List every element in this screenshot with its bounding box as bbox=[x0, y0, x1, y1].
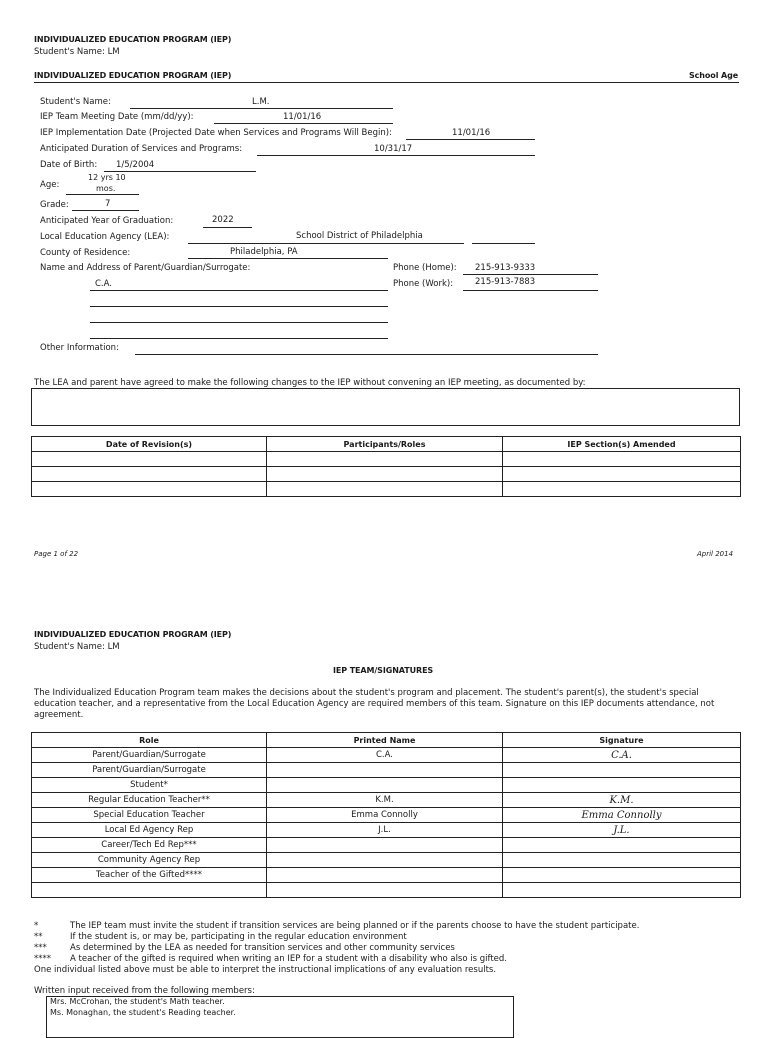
graduation-value[interactable]: 2022 bbox=[212, 215, 234, 225]
table-row bbox=[32, 808, 741, 823]
written-input-box[interactable] bbox=[46, 996, 514, 1038]
lea-line bbox=[188, 243, 464, 244]
signature-cell[interactable] bbox=[503, 778, 741, 793]
agreement-text: The LEA and parent have agreed to make the following changes to the IEP without convening an IEP meeting, as documented by: bbox=[34, 378, 586, 388]
team-intro-line-2: education teacher, and a representative from the Local Education Agency are required members of this team. Signature on this IEP documents attendance, not bbox=[34, 699, 715, 709]
impl-date-line bbox=[406, 139, 535, 140]
page1-footer-page: Page 1 of 22 bbox=[34, 550, 79, 558]
page1-header-title: INDIVIDUALIZED EDUCATION PROGRAM (IEP) bbox=[34, 35, 232, 44]
table-row bbox=[32, 793, 741, 808]
page1-footer-date: April 2014 bbox=[697, 550, 734, 558]
graduation-label: Anticipated Year of Graduation: bbox=[40, 216, 174, 226]
role-cell: Community Agency Rep bbox=[32, 853, 267, 868]
team-intro-line-3: agreement. bbox=[34, 710, 84, 720]
dob-value[interactable]: 1/5/2004 bbox=[116, 160, 155, 170]
interpret-note: One individual listed above must be able to interpret the instructional implications of any evaluation results. bbox=[34, 965, 497, 975]
student-name-line bbox=[130, 108, 393, 109]
footnote-text: If the student is, or may be, participating in the regular education environment bbox=[70, 932, 407, 942]
printed-name-header: Printed Name bbox=[267, 733, 503, 748]
team-intro-line-1: The Individualized Education Program team makes the decisions about the student's program and placement. The student's parent(s), the student's special bbox=[34, 688, 699, 698]
team-signatures-table bbox=[31, 732, 741, 898]
revision-cell[interactable] bbox=[32, 452, 267, 467]
signature-cell[interactable] bbox=[503, 763, 741, 778]
role-cell[interactable] bbox=[32, 883, 267, 898]
phone-work-value[interactable]: 215-913-7883 bbox=[475, 277, 536, 287]
page1-header-student: Student's Name: LM bbox=[34, 47, 120, 57]
parent-line-3 bbox=[90, 322, 388, 323]
table-row bbox=[32, 823, 741, 838]
grade-line bbox=[72, 210, 139, 211]
parent-value[interactable]: C.A. bbox=[95, 279, 113, 289]
table-row bbox=[32, 853, 741, 868]
page1-form-title: INDIVIDUALIZED EDUCATION PROGRAM (IEP) bbox=[34, 71, 232, 80]
age-value-months[interactable]: mos. bbox=[96, 184, 116, 193]
printed-name-cell[interactable]: J.L. bbox=[267, 823, 503, 838]
phone-home-label: Phone (Home): bbox=[393, 263, 457, 273]
footnote-text: The IEP team must invite the student if transition services are being planned or if the parents choose to have the student participate. bbox=[70, 921, 640, 931]
title-rule bbox=[34, 82, 739, 83]
signature-cell[interactable]: Emma Connolly bbox=[503, 808, 741, 823]
role-cell: Parent/Guardian/Surrogate bbox=[32, 748, 267, 763]
printed-name-cell[interactable]: K.M. bbox=[267, 793, 503, 808]
student-name-label: Student's Name: bbox=[40, 97, 111, 107]
revision-cell[interactable] bbox=[32, 467, 267, 482]
written-input-item: Ms. Monaghan, the student's Reading teacher. bbox=[50, 1007, 236, 1017]
role-cell: Teacher of the Gifted**** bbox=[32, 868, 267, 883]
graduation-line bbox=[203, 227, 252, 228]
revision-cell[interactable] bbox=[503, 467, 741, 482]
parent-line-4 bbox=[90, 338, 388, 339]
other-info-label: Other Information: bbox=[40, 343, 119, 353]
signature-cell[interactable]: K.M. bbox=[503, 793, 741, 808]
school-age-label: School Age bbox=[689, 71, 739, 80]
meeting-date-line bbox=[214, 123, 393, 124]
role-cell: Local Ed Agency Rep bbox=[32, 823, 267, 838]
footnote-text: As determined by the LEA as needed for transition services and other community services bbox=[70, 943, 455, 953]
county-label: County of Residence: bbox=[40, 248, 131, 258]
revision-cell[interactable] bbox=[267, 467, 503, 482]
footnote-text: A teacher of the gifted is required when writing an IEP for a student with a disability who also is gifted. bbox=[70, 954, 508, 964]
role-cell: Career/Tech Ed Rep*** bbox=[32, 838, 267, 853]
revision-date-header: Date of Revision(s) bbox=[32, 437, 267, 452]
age-label: Age: bbox=[40, 180, 60, 190]
printed-name-cell[interactable] bbox=[267, 763, 503, 778]
table-row bbox=[32, 883, 741, 898]
printed-name-cell[interactable] bbox=[267, 853, 503, 868]
student-name-value[interactable]: L.M. bbox=[252, 97, 270, 107]
footnote-mark: *** bbox=[34, 943, 47, 953]
grade-value[interactable]: 7 bbox=[105, 199, 111, 209]
role-cell: Student* bbox=[32, 778, 267, 793]
written-input-label: Written input received from the following members: bbox=[34, 986, 255, 996]
team-signatures-title: IEP TEAM/SIGNATURES bbox=[333, 666, 434, 675]
lea-label: Local Education Agency (LEA): bbox=[40, 232, 170, 242]
signature-cell[interactable]: J.L. bbox=[503, 823, 741, 838]
role-cell: Parent/Guardian/Surrogate bbox=[32, 763, 267, 778]
parent-line-2 bbox=[90, 306, 388, 307]
meeting-date-label: IEP Team Meeting Date (mm/dd/yy): bbox=[40, 112, 194, 122]
revision-cell[interactable] bbox=[267, 482, 503, 497]
signature-cell[interactable] bbox=[503, 853, 741, 868]
page2-header-title: INDIVIDUALIZED EDUCATION PROGRAM (IEP) bbox=[34, 630, 232, 639]
county-line bbox=[188, 258, 388, 259]
role-cell: Regular Education Teacher** bbox=[32, 793, 267, 808]
table-row bbox=[32, 778, 741, 793]
signature-cell[interactable] bbox=[503, 883, 741, 898]
lea-line-extra bbox=[472, 243, 535, 244]
signature-cell[interactable] bbox=[503, 868, 741, 883]
page2-header-student: Student's Name: LM bbox=[34, 642, 120, 652]
meeting-date-value[interactable]: 11/01/16 bbox=[283, 112, 322, 122]
agreement-box[interactable] bbox=[31, 388, 740, 426]
table-row bbox=[32, 868, 741, 883]
printed-name-cell[interactable] bbox=[267, 778, 503, 793]
other-info-line bbox=[135, 354, 598, 355]
printed-name-cell[interactable]: Emma Connolly bbox=[267, 808, 503, 823]
printed-name-cell[interactable]: C.A. bbox=[267, 748, 503, 763]
phone-home-value[interactable]: 215-913-9333 bbox=[475, 263, 536, 273]
phone-home-line bbox=[463, 274, 598, 275]
age-line bbox=[66, 194, 139, 195]
age-value-years[interactable]: 12 yrs 10 bbox=[88, 173, 126, 182]
revision-table bbox=[31, 436, 741, 497]
table-row bbox=[32, 748, 741, 763]
table-row bbox=[32, 763, 741, 778]
duration-label: Anticipated Duration of Services and Programs: bbox=[40, 144, 243, 154]
impl-date-value[interactable]: 11/01/16 bbox=[452, 128, 491, 138]
impl-date-label: IEP Implementation Date (Projected Date when Services and Programs Will Begin): bbox=[40, 128, 392, 138]
duration-line bbox=[257, 155, 535, 156]
lea-value[interactable]: School District of Philadelphia bbox=[296, 231, 423, 241]
printed-name-cell[interactable] bbox=[267, 868, 503, 883]
signature-cell[interactable] bbox=[503, 838, 741, 853]
role-cell: Special Education Teacher bbox=[32, 808, 267, 823]
revision-cell[interactable] bbox=[503, 452, 741, 467]
duration-value[interactable]: 10/31/17 bbox=[374, 144, 413, 154]
signature-cell[interactable]: C.A. bbox=[503, 748, 741, 763]
parent-label: Name and Address of Parent/Guardian/Surrogate: bbox=[40, 263, 251, 273]
dob-line bbox=[104, 171, 256, 172]
revision-cell[interactable] bbox=[503, 482, 741, 497]
written-input-item: Mrs. McCrohan, the student's Math teacher. bbox=[50, 997, 225, 1006]
printed-name-cell[interactable] bbox=[267, 838, 503, 853]
revision-cell[interactable] bbox=[32, 482, 267, 497]
county-value[interactable]: Philadelphia, PA bbox=[230, 247, 298, 257]
footnote-mark: * bbox=[34, 921, 39, 931]
role-header: Role bbox=[32, 733, 267, 748]
parent-line-1 bbox=[90, 290, 388, 291]
table-row bbox=[32, 838, 741, 853]
revision-sections-header: IEP Section(s) Amended bbox=[503, 437, 741, 452]
signature-header: Signature bbox=[503, 733, 741, 748]
grade-label: Grade: bbox=[40, 200, 69, 210]
revision-cell[interactable] bbox=[267, 452, 503, 467]
phone-work-line bbox=[463, 290, 598, 291]
phone-work-label: Phone (Work): bbox=[393, 279, 454, 289]
revision-participants-header: Participants/Roles bbox=[267, 437, 503, 452]
footnote-mark: ** bbox=[34, 932, 43, 942]
dob-label: Date of Birth: bbox=[40, 160, 98, 170]
printed-name-cell[interactable] bbox=[267, 883, 503, 898]
footnote-mark: **** bbox=[34, 954, 51, 964]
